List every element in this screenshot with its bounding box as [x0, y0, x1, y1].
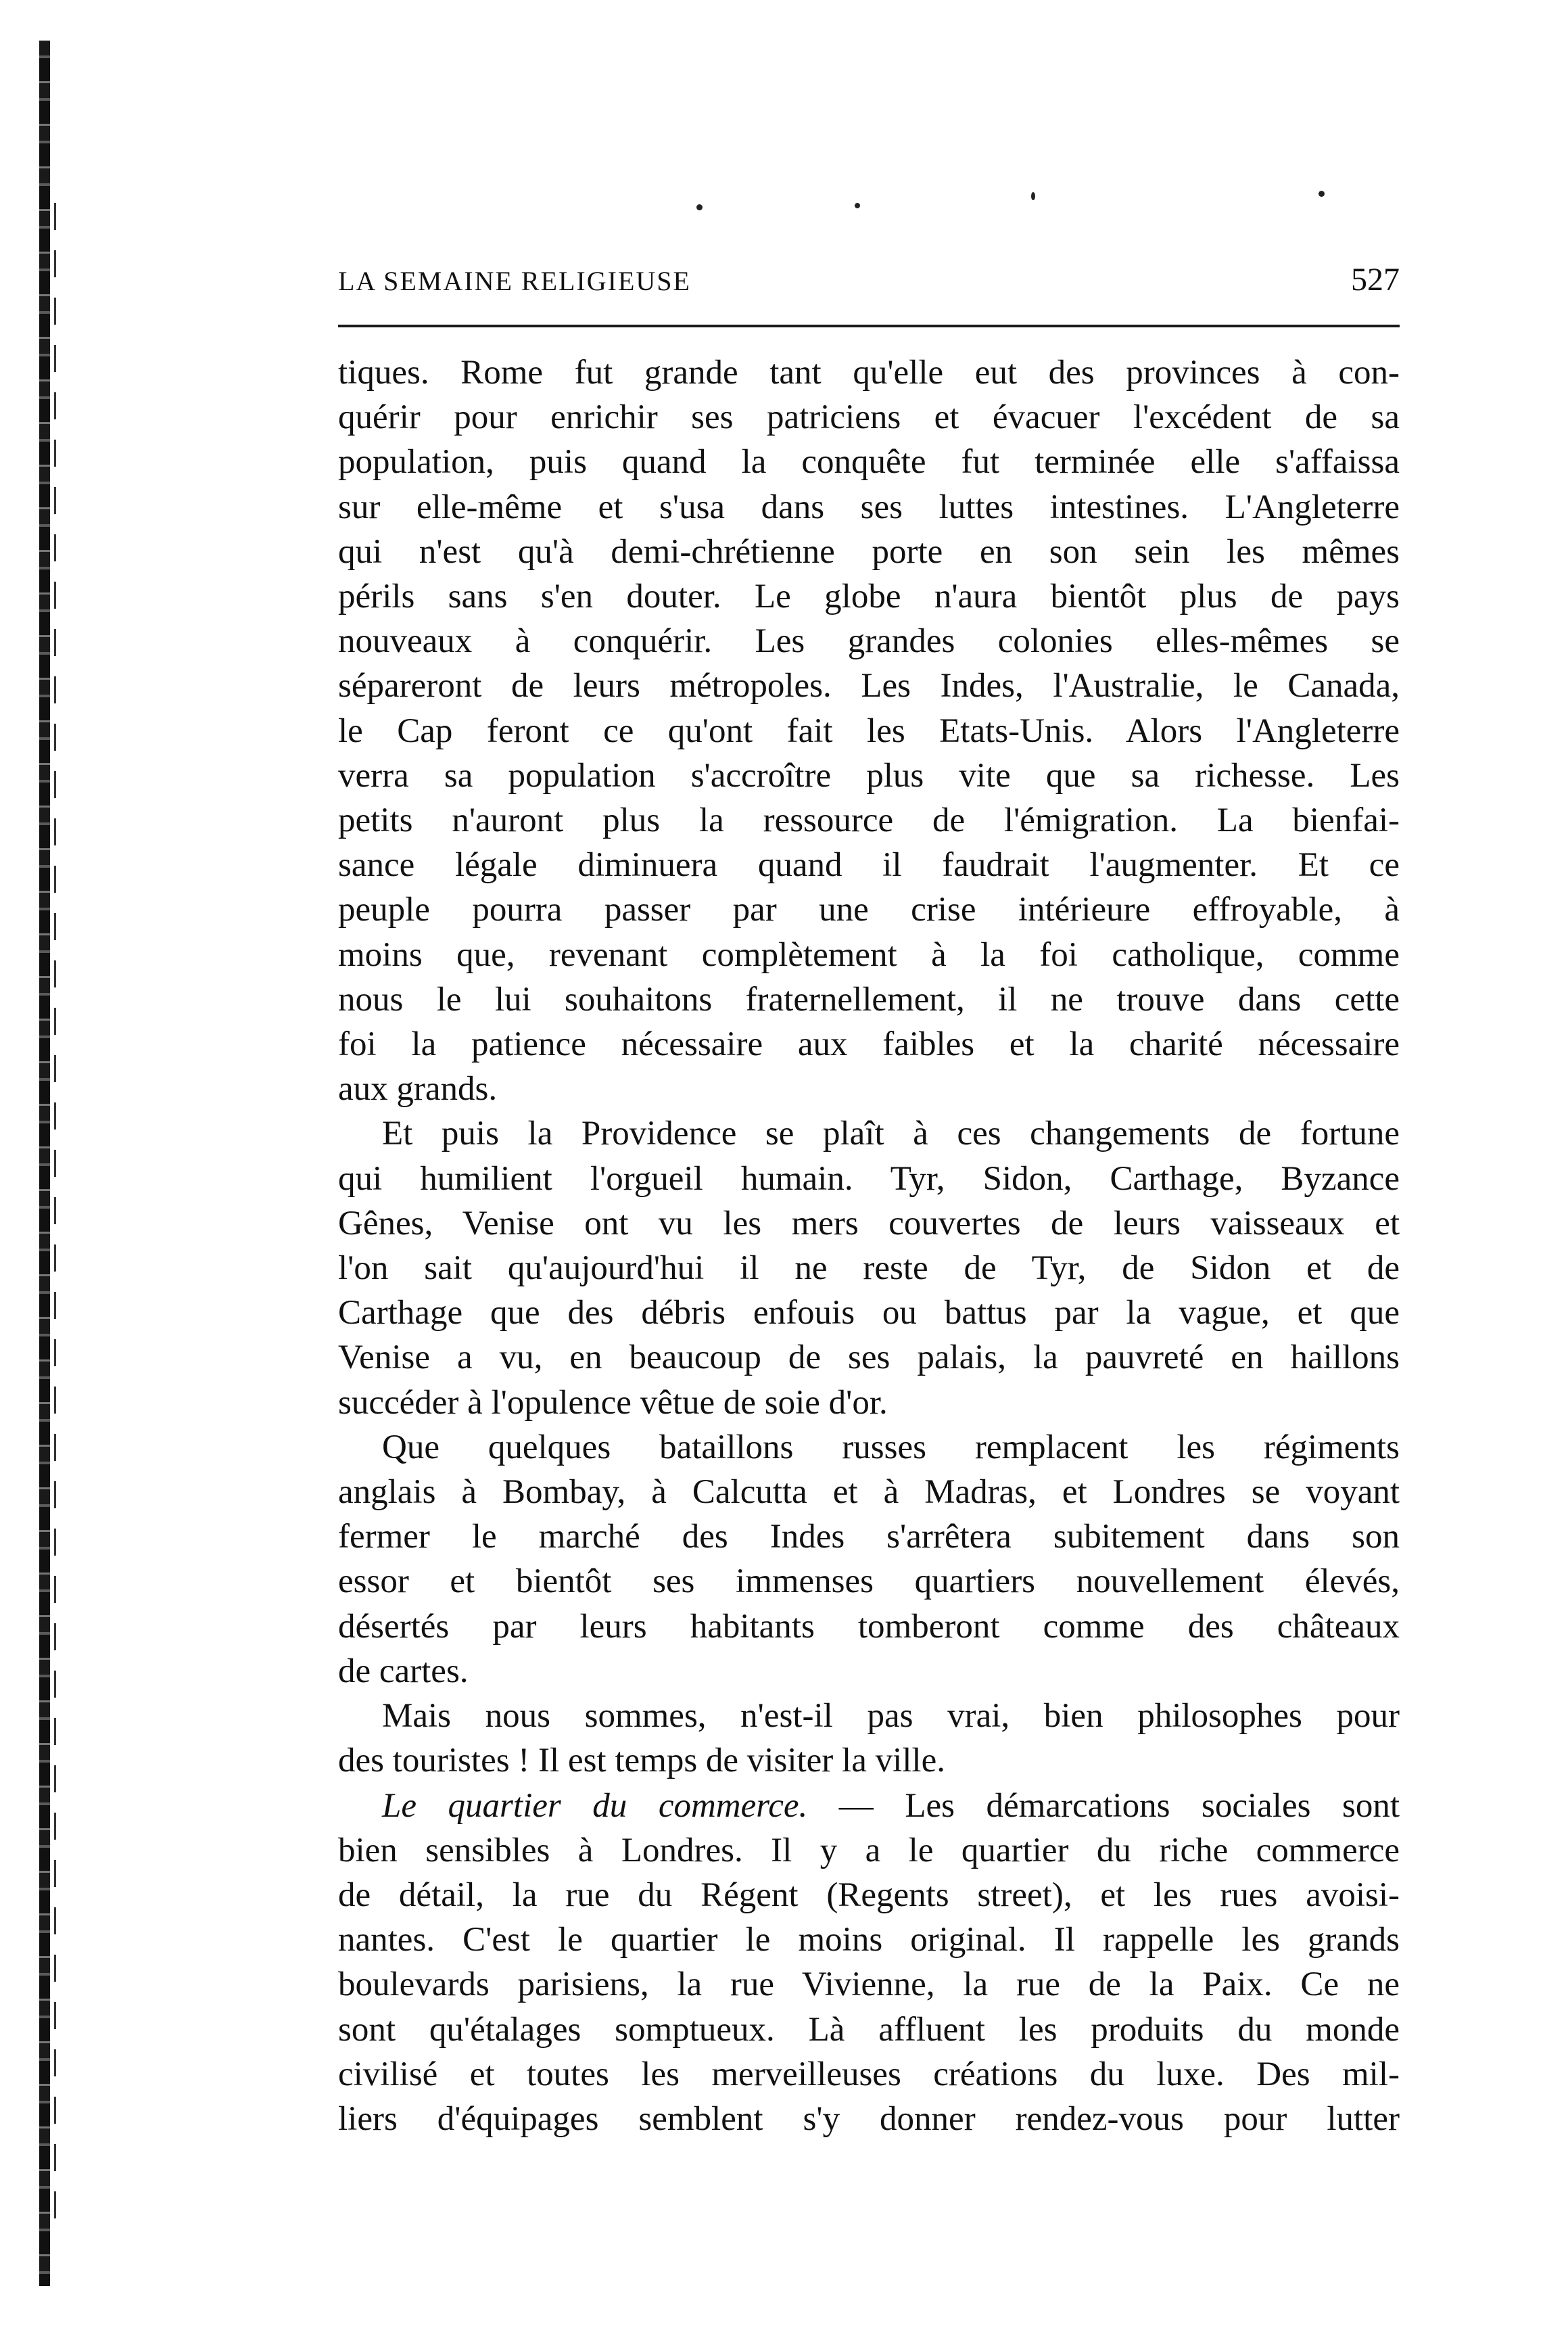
body-text [338, 350, 1400, 2141]
text-line: aux grands. [338, 1070, 498, 1109]
text-line: tiques. Rome fut grande tant qu'elle eut des provinces à con- [338, 354, 1400, 392]
text-line: fermer le marché des Indes s'arrêtera subitement dans son [338, 1518, 1400, 1556]
text-line: Venise a vu, en beaucoup de ses palais, la pauvreté en haillons [338, 1338, 1400, 1377]
page-binding-shadow [54, 203, 56, 2232]
text-line: sance légale diminuera quand il faudrait l'augmenter. Et ce [338, 846, 1400, 885]
page-number: 527 [1351, 262, 1400, 298]
section-heading: Le quartier du commerce. [382, 1786, 808, 1825]
print-speck [855, 203, 860, 208]
text-line: périls sans s'en douter. Le globe n'aura bientôt plus de pays [338, 578, 1400, 616]
print-speck [696, 204, 703, 210]
text-line: population, puis quand la conquête fut terminée elle s'affaissa [338, 443, 1400, 482]
running-title: LA SEMAINE RELIGIEUSE [338, 266, 691, 296]
text-line: l'on sait qu'aujourd'hui il ne reste de Tyr, de Sidon et de [338, 1249, 1400, 1288]
print-speck [1318, 191, 1325, 197]
text-line: le Cap feront ce qu'ont fait les Etats-Unis. Alors l'Angleterre [338, 712, 1400, 750]
text-line: qui humilient l'orgueil humain. Tyr, Sidon, Carthage, Byzance [338, 1159, 1400, 1198]
section-heading-line [338, 1784, 1400, 1828]
text-line: boulevards parisiens, la rue Vivienne, la rue de la Paix. Ce ne [338, 1965, 1400, 2004]
text-line: Gênes, Venise ont vu les mers couvertes de leurs vaisseaux et [338, 1204, 1400, 1242]
text-line: qui n'est qu'à demi-chrétienne porte en son sein les mêmes [338, 532, 1400, 571]
print-speck [1031, 192, 1035, 200]
text-line: moins que, revenant complètement à la foi catholique, comme [338, 935, 1400, 974]
text-line: essor et bientôt ses immenses quartiers nouvellement élevés, [338, 1562, 1400, 1601]
text-line: des touristes ! Il est temps de visiter la ville. [338, 1742, 945, 1780]
text-line: sur elle-même et s'usa dans ses luttes intestines. L'Angleterre [338, 488, 1400, 526]
text-line: succéder à l'opulence vêtue de soie d'or. [338, 1383, 888, 1422]
text-line: civilisé et toutes les merveilleuses créations du luxe. Des mil- [338, 2055, 1400, 2093]
text-line: anglais à Bombay, à Calcutta et à Madras, et Londres se voyant [338, 1473, 1400, 1512]
text-line: liers d'équipages semblent s'y donner rendez-vous pour lutter [338, 2099, 1400, 2138]
header-rule [338, 325, 1400, 327]
text-line: nantes. C'est le quartier le moins original. Il rappelle les grands [338, 1921, 1400, 1959]
text-line: désertés par leurs habitants tomberont comme des châteaux [338, 1607, 1400, 1646]
text-line: de cartes. [338, 1652, 469, 1690]
page-header [338, 262, 1400, 306]
text-line: de détail, la rue du Régent (Regents street), et les rues avoisi- [338, 1876, 1400, 1914]
text-line: nouveaux à conquérir. Les grandes colonies elles-mêmes se [338, 622, 1400, 661]
text-line: Que quelques bataillons russes remplacent les régiments [382, 1428, 1400, 1466]
text-line: quérir pour enrichir ses patriciens et évacuer l'excédent de sa [338, 398, 1400, 437]
page-binding-edge [39, 41, 50, 2286]
text-line: petits n'auront plus la ressource de l'émigration. La bienfai- [338, 801, 1400, 840]
section-heading-continuation: — Les démarcations sociales sont [807, 1786, 1400, 1825]
text-line: verra sa population s'accroître plus vite que sa richesse. Les [338, 756, 1400, 795]
text-line: peuple pourra passer par une crise intérieure effroyable, à [338, 891, 1400, 929]
text-line: sépareront de leurs métropoles. Les Indes, l'Australie, le Canada, [338, 667, 1400, 705]
text-line: nous le lui souhaitons fraternellement, il ne trouve dans cette [338, 980, 1400, 1019]
text-line: sont qu'étalages somptueux. Là affluent les produits du monde [338, 2010, 1400, 2049]
text-line: bien sensibles à Londres. Il y a le quartier du riche commerce [338, 1831, 1400, 1869]
text-line: Carthage que des débris enfouis ou battus par la vague, et que [338, 1294, 1400, 1332]
text-line: Et puis la Providence se plaît à ces changements de fortune [382, 1115, 1400, 1153]
text-line: Mais nous sommes, n'est-il pas vrai, bien philosophes pour [382, 1697, 1400, 1736]
text-line: foi la patience nécessaire aux faibles et la charité nécessaire [338, 1025, 1400, 1064]
